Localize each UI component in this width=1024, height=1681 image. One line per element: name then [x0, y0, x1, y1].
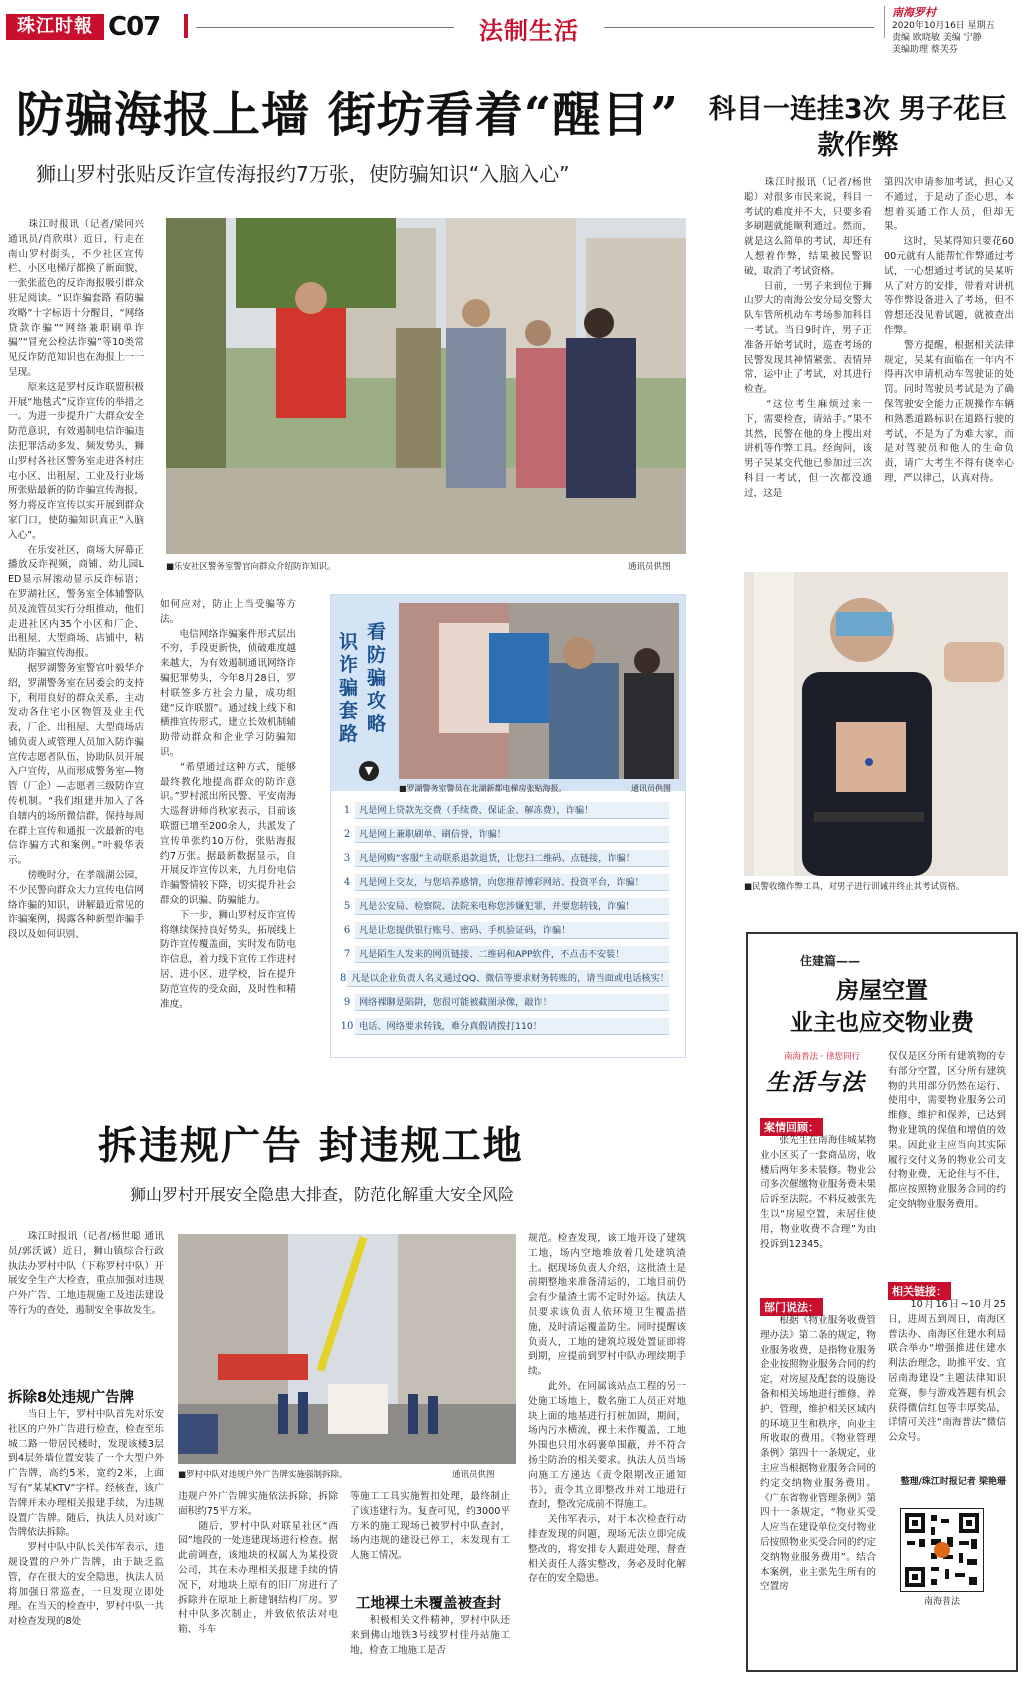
sidebar-title-line2: 业主也应交物业费	[790, 1010, 974, 1036]
photo-removal-scene	[178, 1234, 516, 1464]
article3-body-col3b: 积极相关文件精神，罗村中队还来到佛山地铁3号线罗村佳丹站施工地，检查工地施工是否	[350, 1615, 510, 1656]
editor-line-1: 责编 欧晓敏 美编 宁静	[892, 33, 982, 43]
chevron-down-icon: ▼	[359, 761, 379, 781]
photo1-credit: 通讯员供图	[628, 562, 671, 572]
qr-pattern	[901, 1509, 983, 1591]
photo2-credit: 通讯员供图	[631, 784, 671, 793]
article3-body-col1b: 当日上午，罗村中队首先对乐安社区的户外广告进行检查，检查至乐城二路一带居民楼时，发现该楼3层到4层外墙位置安装了一个大型户外广告牌，高约5米，宽约2米，上面写有“某某KTV”字样。经核查，该广告牌并未办理相关报建手续，为违规设置广告牌。随后，执法人员对该广告牌依法拆除。 罗村中队中队长关伟军表示，违规设置的户外广告牌，由于缺乏监管，存在很大的安全隐患，执法人员将加强日常巡查，一旦发现立即处理。在当天的检查中，罗村中队一共对检查发现的8处	[8, 1409, 164, 1628]
logo-top-text: 南海普法 · 律您同行	[783, 1052, 861, 1062]
article3-subhead1: 拆除8处违规广告牌	[8, 1390, 135, 1406]
header-rule-right	[604, 27, 874, 28]
header-divider	[884, 6, 885, 38]
photo4-credit: 通讯员供图	[452, 1470, 495, 1480]
red-rule-mark	[184, 14, 188, 38]
case-review-text: 张先生在南海佳城某物业小区买了一套商品房，收楼后两年多未装修。物业公司多次催缴物业服务费未果后诉至法院。不料反被张先生以“房屋空置，未居住使用，物业收费不合理”为由投诉到12345。	[760, 1135, 876, 1250]
newspaper-logo: 珠江时報	[6, 14, 104, 40]
poster-tip: 4 凡是网上交友，与您培养感情，向您推荐博彩网站、投资平台，诈骗！	[339, 871, 669, 893]
case-review-tag: 案情回顾：	[760, 1116, 823, 1136]
article3-subtitle: 狮山罗村开展安全隐患大排查，防范化解重大安全风险	[130, 1185, 515, 1204]
qr-code[interactable]	[900, 1508, 984, 1592]
photo-exam-cheater	[744, 572, 1008, 876]
article1-body-col1: 珠江时报讯（记者/梁同兴 通讯员/肖欣琪）近日，行走在南山罗村街头，不少社区宣传栏、小区电梯厅都换了新面貌，一张张蓝色的反诈海报吸引群众驻足阅读。“识诈骗套路 看防骗攻略”十字标语十分醒目，“网络贷款诈骗”“网络兼职刷单诈骗”“冒充公检法诈骗”等10类常见反诈防范知识也在海报上一一呈现。 原来这是罗村反诈联盟积极开展“地毯式”反诈宣传的举措之一。为进一步提升广大群众安全防范意识，有效遏制电信诈骗违法犯罪活动多发、频发势头，狮山罗村各社区警务室走进各村庄屯小区、出租屋、工业及行业场所张贴最新的防诈骗宣传海报，努力将反诈宣传以实开展到群众家门口，使防骗知识真正“入脑入心”。 在乐安社区，商场大屏幕正播放反诈视频，商铺、幼儿园LED显示屏滚动显示反诈标语；在罗湖社区，警务室全体辅警队员及流管员实行分组推动，他们走进社区内35个小区和厂企、出租屋、大型商场、店铺中，粘贴防诈骗宣传海报。 据罗湖警务室警官叶毅华介绍，罗湖警务室在居委会的支持下，利用良好的群众关系，主动发动各住宅小区物管及业主代表，厂企、出租屋、大型商场店铺负责人或管理人员加入防诈骗宣传志愿者队伍，协助队员开展入户宣传，从而形成警务室—物管（厂企）—志愿者三级防诈宣传机制。“我们组建并加入了各自辖内的场所微信群，保持每周在群上宣传和通报一次最新的电信诈骗方式和案例。”叶毅华表示。 傍晚时分，在孝端湖公园，不少民警向群众大力宣传电信网络诈骗的知识，讲解最近常见的诈骗案例，揭露各种新型诈骗手段以及如何识别、	[8, 219, 144, 941]
related-link-text: 10月16日~10月25日，进周五到周日，南海区普法办、南海区住建水利局联合举办“增强推进住建水利法治理念，助推平安、宜居南海建设”主题法律知识竞赛，参与游戏答题有机会获得微信红包等丰厚奖品，详情可关注“南海普法”微信公众号。	[888, 1299, 1006, 1444]
poster-tip: 9 网络裸聊是陷阱，您很可能被截图录像，敲诈！	[339, 991, 669, 1013]
poster-tip: 3 凡是网购“客服”主动联系退款退货，让您扫二维码、点链接，诈骗！	[339, 847, 669, 869]
article3-body-col4: 规范。检查发现，该工地开设了建筑工地，场内空地堆放着几处建筑渣土。据现场负责人介绍，这批渣土是前期整地来准备清运的，工地目前仍会有少量渣土需不定时外运。执法人员要求该负责人依环境卫生覆盖措施，及时清运覆盖防尘。同时提醒该负责人，工地的建筑垃圾处置证即将到期，应提前到罗村中队办理续期手续。 此外，在同属该站点工程的另一处施工场地上，数名施工人员正对地块上面的地基进行打桩加固，期间，场内污水横流，裸土未作覆盖，工地外围也只用水码裹单围蔽，并不符合扬尘防治的相关要求。执法人员当场向施工方递达《责令限期改正通知书》，责令其立即整改并对工地进行查封，整改完成前不得施工。 关伟军表示，对于本次检查行动排查发现的问题，现场无法立即完成整改的，将安排专人跟进处理，督查相关责任人落实整改，务必及时化解存在的安全隐患。	[528, 1233, 686, 1585]
article1-body-col2: 如何应对，防止上当受骗等方法。 电信网络诈骗案件形式层出不穷，手段更新快，侦破难度越来越大，为有效遏制通讯网络诈骗犯罪势头，今年8月28日，罗村联签多方社会力量，成功组建“反诈联盟”。通过线上线下和横推宣传形式，建立长效机制辅助带动群众和企业学习防骗知识。 “希望通过这种方式，能够最终教化地提高群众的防诈意识。”罗村派出所民警、平安南海大巡督讲师肖秋家表示，目前该联盟已增至200余人，共派发了宣传单张约10万份，张贴海报约7万张。据最新数据显示，自开展反诈宣传以来，九月份电信诈骗警情较下降，切实提升社会群众的识骗、防骗能力。 下一步，狮山罗村反诈宣传将继续保持良好势头，拓展线上防诈宣传覆盖面，实时发布防电诈信息，着力线下宣传工作进村居、进小区、进学校，旨在提升防范宣传的受众面，及时性和精准度。	[160, 599, 296, 1010]
sidebar-kicker: 住建篇——	[800, 954, 861, 968]
photo4-caption: ■罗村中队对违规户外广告牌实施强制拆除。	[178, 1470, 348, 1480]
article2-headline-line1: 科目一连挂3次 男子花巨款作弊	[708, 94, 1008, 161]
photo3-caption: ■民警收缴作弊工具，对男子进行训诫并终止其考试资格。	[744, 882, 965, 892]
poster-tip: 1 凡是网上贷款先交费（手续费、保证金、解冻费），诈骗！	[339, 799, 669, 821]
article1-subtitle: 狮山罗村张贴反诈宣传海报约7万张，使防骗知识“入脑入心”	[36, 162, 570, 186]
related-link-tag: 相关链接：	[888, 1280, 951, 1300]
poster-tip: 6 凡是让您提供银行账号、密码、手机验证码，诈骗！	[339, 919, 669, 941]
photo2-caption: ■罗湖警务室警员在北湖新都电梯房张贴海报。	[399, 784, 567, 793]
article3-body-col2: 违规户外广告牌实施依法拆除，拆除面积约75平方米。 随后，罗村中队对联星社区“西园”地段的一处违建现场进行检查。据此前调查，该地块的权属人为某投资公司，其在未办理相关报建手续的情况下，对地块上原有的旧厂房进行了拆除并在原址上新建钢结构厂房。罗村中队多次制止，并致依依法对电箱、斗车	[178, 1491, 338, 1636]
photo-scene	[166, 218, 686, 554]
poster-title-a: 看防骗攻略	[367, 621, 387, 735]
law-column-logo	[760, 1050, 884, 1108]
article2-body-col1: 珠江时报讯（记者/杨世聪）对很多市民来说，科目一考试的难度并不大，只要多看多刷题就能顺利通过。然而，就是这么简单的考试，却还有人想着作弊，结果被民警识破，取消了考试资格。 日前，一男子来到位于狮山罗大的南海公安分局交警大队车管所机动车考场参加科目一考试。当日9时许，男子正准备开始考试时，巡查考场的民警发现其神情紧张、表情异常，运中止了考试，对其进行检查。 “这位考生麻烦过来一下，需要检查，请站手。”果不其然，民警在他的身上搜出对讲机等作弊工具。经询问，该男子吴某交代他已参加过三次科目一考试，但一次都没通过，这是	[744, 177, 872, 499]
photo-poster-scene	[399, 603, 679, 779]
header-rule-left	[196, 27, 454, 28]
poster-tip: 5 凡是公安局、检察院、法院来电称您涉嫌犯罪，并要您转钱，诈骗！	[339, 895, 669, 917]
poster-tip: 10 电话、网络要求转钱，难分真假请拨打110！	[339, 1015, 669, 1037]
brand-name: 南海罗村	[892, 6, 936, 19]
editor-line-2: 美编助理 蔡芙芬	[892, 45, 958, 55]
masthead	[0, 0, 1024, 55]
section-title: 法制生活	[479, 17, 579, 45]
sidebar-byline: 整理/珠江时报记者 梁艳珊	[900, 1477, 1006, 1487]
article3-headline: 拆违规广告 封违规工地	[98, 1123, 524, 1169]
page-number: C07	[108, 12, 161, 42]
photo1-caption: ■乐安社区警务室警官向群众介绍防诈知识。	[166, 562, 336, 572]
article3-subhead2: 工地裸土未覆盖被查封	[356, 1596, 501, 1612]
article3-body-col3a: 等施工工具实施暂扣处理，最终制止了该违建行为。复查可见，约3000平方米的施工现场已被罗村中队查封，场内违规的建设已停工，未发现有工人施工情况。	[350, 1491, 510, 1562]
anti-fraud-poster	[330, 594, 686, 1058]
poster-tip: 2 凡是网上兼职刷单、刷信誉，诈骗！	[339, 823, 669, 845]
photo-cheater-scene	[744, 572, 1008, 876]
poster-tip: 7 凡是陌生人发来的网页链接、二维码和APP软件，不点击不安装！	[339, 943, 669, 965]
photo-police-community	[166, 218, 686, 554]
article2-body-col2: 第四次申请参加考试，担心又不通过，于是动了歪心思，本想着买通工作人员，但却无果。 这时，吴某得知只要花6000元就有人能帮忙作弊通过考试，一心想通过考试的吴某听从了对方的安排，带着对讲机等作弊设备进入了考场，但不曾想还没见着试题，就被查出作弊。 警方提醒，根据相关法律规定，吴某有面临在一年内不得再次申请机动车驾驶证的处罚。同时驾驶员考试是为了确保驾驶安全能力正规操作车辆和熟悉道路标识在道路行驶的考试，不是为了为难大家，而是对驾驶员和他人的生命负责，请广大考生不得有侥幸心理，严以律己，认真对待。	[884, 177, 1014, 484]
article3-body-col1a: 珠江时报讯（记者/杨世聪 通讯员/郭沃诚）近日，狮山镇综合行政执法办罗村中队（下称罗村中队）开展安全生产大检查，重点加强对违规户外广告、工地违规施工及违法建设等行为的查处，遏制安全事故发生。	[8, 1231, 164, 1316]
issue-date: 2020年10月16日 星期五	[892, 21, 995, 31]
qr-label: 南海普法	[923, 1597, 960, 1607]
poster-tips-list	[339, 799, 679, 1051]
article1-headline: 防骗海报上墙 街坊看着“醒目”	[16, 87, 679, 143]
photo-billboard-removal	[178, 1234, 516, 1464]
photo-poster-posting	[399, 603, 679, 779]
dept-view-text: 根据《物业服务收费管理办法》第二条的规定，物业服务收费，是指物业服务企业按照物业服务合同的约定，对房屋及配套的设施设备和相关场地进行维修、养护、管理，维护相关区域内的环境卫生和秩序，向业主所收取的费用。《物业管理条例》第四十一条规定，业主应当根据物业服务合同的约定交纳物业服务费用。《广东省物业管理条例》第四十一条规定，“物业买受人应当在建设单位交付物业后按照物业买受合同的约定交纳物业服务费用”。结合本案例，业主张先生所有的空置房	[760, 1315, 876, 1593]
sidebar-right-text: 仅仅是区分所有建筑物的专有部分空置，区分所有建筑物的共用部分仍然在运行、使用中，需要物业服务公司维修、维护和保养，已达到物业建筑的保值和增值的效果。因此业主应当向其实际履行交付义务的物业公司支付物业费，无论住与不住，都应按照物业服务合同的约定交纳物业服务费用。	[888, 1051, 1006, 1210]
poster-title-b: 识诈骗套路	[339, 631, 359, 745]
dept-view-tag: 部门说法：	[760, 1296, 823, 1316]
sidebar-title-line1: 房屋空置	[836, 978, 928, 1004]
logo-main-text: 生活与法	[766, 1069, 866, 1096]
poster-tip: 8 凡是以企业负责人名义通过QQ、微信等要求财务转账的，请当面或电话核实！	[339, 967, 669, 989]
